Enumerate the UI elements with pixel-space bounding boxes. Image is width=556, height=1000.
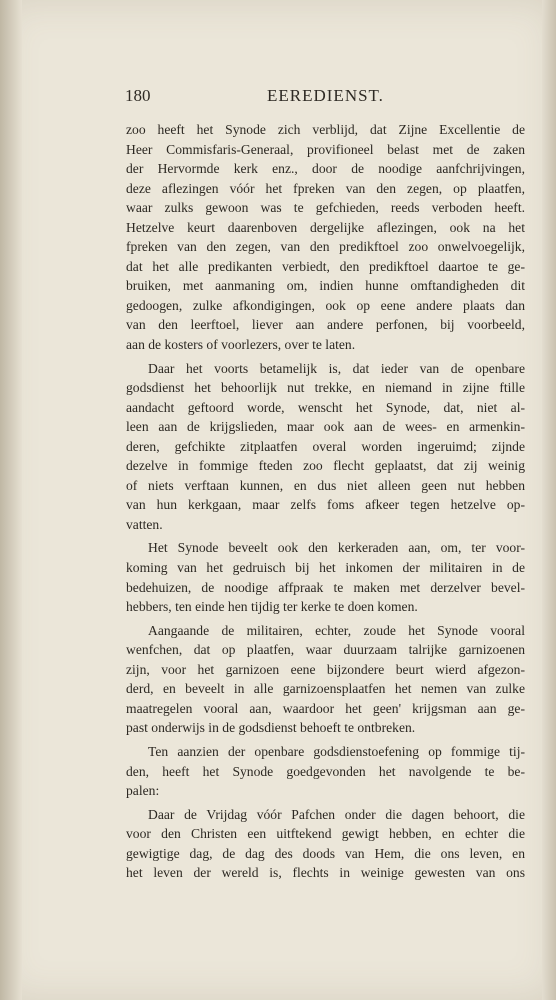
paragraph bbox=[126, 359, 525, 535]
text-line: Heer Commisfaris-Generaal, provifioneel belast met de zaken bbox=[126, 141, 525, 157]
text-line: bedehuizen, de noodige affpraak te maken met derzelver bevel- bbox=[126, 579, 525, 595]
text-line: fpreken van den zegen, van den predikftoel zoo onwelvoegelijk, bbox=[126, 239, 525, 255]
text-line: van hun kerkgaan, maar zelfs foms afkeer tegen hetzelve op- bbox=[126, 497, 525, 513]
running-head: EEREDIENST. bbox=[267, 86, 384, 105]
text-line: gewigtige dag, de dag des doods van Hem, die ons leven, en bbox=[126, 845, 525, 861]
text-line: Het Synode beveelt ook den kerkeraden aan, om, ter voor- bbox=[148, 540, 525, 556]
text-line: hebbers, ten einde hen tijdig ter kerke te doen komen. bbox=[126, 599, 418, 615]
text-line: deren, gefchikte zitplaatfen overal worden ingeruimd; zijnde bbox=[126, 438, 525, 454]
text-line: gedoogen, zulke afkondigingen, ook op eene andere plaats dan bbox=[126, 297, 525, 313]
paragraph bbox=[126, 120, 525, 355]
text-line: zoo heeft het Synode zich verblijd, dat Zijne Excellentie de bbox=[126, 122, 525, 137]
text-line: deze aflezingen vóór het fpreken van den zegen, op plaatfen, bbox=[126, 180, 525, 196]
text-line: waar zulks gewoon was te gefchieden, reeds verboden heeft. bbox=[126, 200, 525, 216]
text-line: aandacht geftoord worde, wenscht het Synode, dat, niet al- bbox=[126, 399, 525, 415]
text-line: dezelve in fommige fteden zoo flecht geplaatst, dat zij weinig bbox=[126, 458, 525, 474]
text-line: Hetzelve keurt daarenboven dergelijke aflezingen, ook na het bbox=[126, 219, 525, 235]
text-line: wenfchen, dat op plaatfen, waar duurzaam talrijke garnizoenen bbox=[126, 642, 525, 658]
paragraph bbox=[126, 742, 525, 801]
text-line: zijn, voor het garnizoen eene bijzondere beurt wierd afgezon- bbox=[126, 661, 525, 677]
paragraph bbox=[126, 621, 525, 738]
text-line: voor den Christen een uitftekend gewigt hebben, en echter die bbox=[126, 826, 525, 842]
page-left-edge bbox=[0, 0, 22, 1000]
text-line: palen: bbox=[126, 783, 160, 799]
text-line: het leven der wereld is, flechts in weinige gewesten van ons bbox=[126, 865, 525, 881]
text-line: of niets verftaan kunnen, en dus niet alleen geen nut hebben bbox=[126, 477, 525, 493]
text-line: bruiken, met aanmaning om, indien hunne omftandigheden dit bbox=[126, 278, 525, 294]
text-line: godsdienst het behoorlijk nut trekke, en niemand in zijne ftille bbox=[126, 380, 525, 396]
text-line: derd, en beveelt in alle garnizoensplaatfen het nemen van zulke bbox=[126, 681, 525, 697]
text-line: koming van het gedruisch bij het inkomen der militairen in de bbox=[126, 560, 525, 576]
text-line: dat het alle predikanten verbiedt, den predikftoel daartoe te ge- bbox=[126, 258, 525, 274]
text-line: Aangaande de militairen, echter, zoude het Synode vooral bbox=[148, 622, 525, 638]
text-line: den, heeft het Synode goedgevonden het navolgende te be- bbox=[126, 763, 525, 779]
page-number: 180 bbox=[125, 86, 151, 105]
text-line: vatten. bbox=[126, 516, 163, 532]
paragraph bbox=[126, 538, 525, 616]
body-text bbox=[126, 120, 525, 887]
paragraph bbox=[126, 805, 525, 883]
page-header bbox=[125, 86, 525, 108]
text-line: Ten aanzien der openbare godsdienstoefening op fommige tij- bbox=[148, 743, 525, 759]
text-line: Daar de Vrijdag vóór Pafchen onder die dagen behoort, die bbox=[148, 806, 525, 822]
text-line: maatregelen vooral aan, waardoor het geen' krijgsman aan ge- bbox=[126, 700, 525, 716]
page-gutter bbox=[542, 0, 556, 1000]
text-line: past onderwijs in de godsdienst behoeft te ontbreken. bbox=[126, 720, 416, 736]
text-line: van den leerftoel, liever aan andere perfonen, bij voorbeeld, bbox=[126, 317, 525, 333]
text-line: aan de kosters of voorlezers, over te laten. bbox=[126, 337, 356, 353]
text-line: der Hervormde kerk enz., door de noodige aanfchrijvingen, bbox=[126, 161, 525, 177]
text-line: leen aan de krijgslieden, maar ook aan de wees- en armenkin- bbox=[126, 419, 525, 435]
text-line: Daar het voorts betamelijk is, dat ieder van de openbare bbox=[148, 360, 525, 376]
